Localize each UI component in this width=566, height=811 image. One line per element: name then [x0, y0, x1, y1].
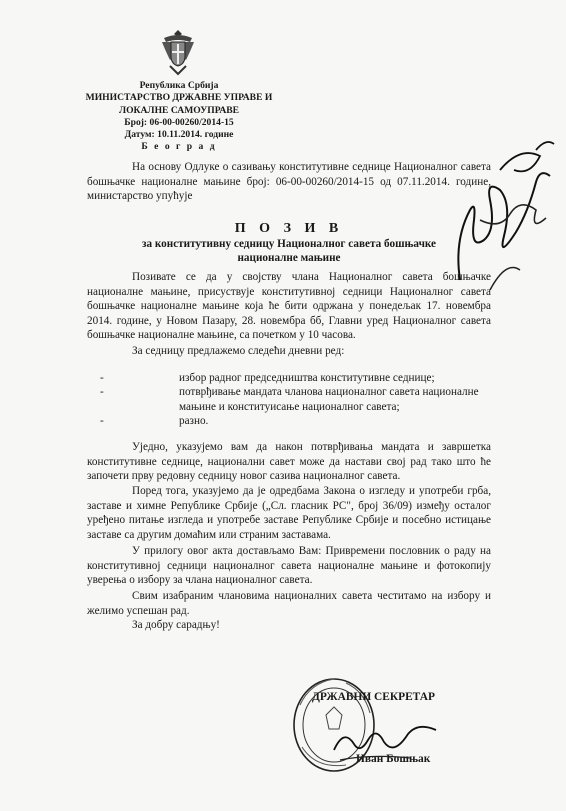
mandate-paragraph: Уједно, указујемо вам да након потврђивања мандата и завршетка конститутивне седнице, национални савет може да настави свој рад тако што ће започети прву редовну седницу новог сазива националног савета. [87, 441, 491, 483]
header-ministry-line2: ЛОКАЛНЕ САМОУПРАВЕ [118, 104, 240, 116]
invitation-paragraph: Позивате се да у својству члана Националног савета бошњачке националне мањине, присуствује конститутивној седници Националног савета бошњачке националне мањине која ће бити одржана у понедељак 17. новембра 2014. године, у Новом Пазару, 28. новембра бб, Главни уред Националног савета бошњачке националне мањине, са почетком у 10 часова. [87, 271, 491, 342]
agenda-intro: За седницу предлажемо следећи дневни ред: [132, 345, 345, 357]
agenda-item: - избор радног председништва конститутивне седнице; [100, 372, 435, 384]
agenda-list [100, 371, 490, 428]
signatory-role: ДРЖАВНИ СЕКРЕТАР [312, 691, 435, 703]
signature-block [312, 690, 472, 765]
header-ministry-line1: МИНИСТАРСТВО ДРЖАВНЕ УПРАВЕ И [85, 92, 273, 104]
agenda-item: - разно. [100, 414, 209, 427]
title-sub-1: за конститутивну седницу Националног савета бошњачке [141, 238, 437, 250]
handwritten-signature [330, 720, 440, 770]
title-sub-2: националне мањине [237, 252, 341, 264]
header-number: Број: 06-00-00260/2014-15 [124, 116, 234, 128]
title-main: П О З И В [234, 221, 344, 236]
header-republic: Република Србија [139, 80, 219, 91]
document-title [87, 220, 491, 265]
agenda-item: - потврђивање мандата чланова националног савета националне мањине и конституисање националног савета; [100, 386, 479, 413]
header-city: Б е о г р а д [141, 141, 217, 153]
closing-line: За добру сарадњу! [132, 619, 220, 631]
header-date: Датум: 10.11.2014. године [124, 129, 234, 141]
serbian-coat-of-arms-icon [160, 28, 196, 78]
ministry-header [60, 80, 298, 154]
intro-paragraph: На основу Одлуке о сазивању конститутивне седнице Националног савета бошњачке националне мањине број: 06-00-00260/2014-15 од 07.11.2014. године, министарство упућује [87, 161, 491, 203]
handwritten-annotation [440, 130, 560, 330]
attachment-paragraph: У прилогу овог акта достављамо Вам: Привремени пословник о раду на конститутивној седници националног савета националне мањине и фотокопију уверења о избору за члана националног савета. [87, 545, 491, 587]
congratulations-paragraph: Свим изабраним члановима националних савета честитамо на избору и желимо успешан рад. [87, 590, 491, 617]
signatory-name: Иван Бошњак [356, 753, 431, 765]
flag-law-paragraph: Поред тога, указујемо да је одредбама Закона о изгледу и употреби грба, заставе и химне Републике Србије („Сл. гласник РС", број 36/09) између осталог уређено питање изгледа и употребе заставе Републике Србије и посебно истицање заставе са другим домаћим или страним заставама. [87, 485, 491, 541]
